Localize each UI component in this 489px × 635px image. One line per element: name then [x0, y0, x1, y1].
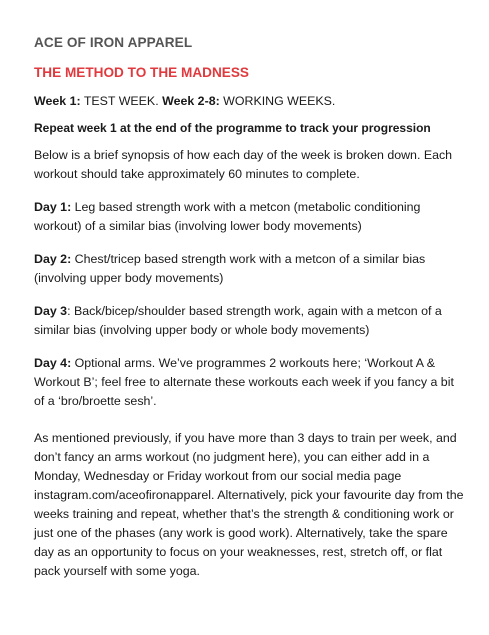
brand-name: ACE OF IRON APPAREL	[34, 35, 193, 50]
day-4-text: Optional arms. We’ve programmes 2 workouts here; ‘Workout A & Workout B’; feel free to alternate these workouts each week if you fancy a bit of a ‘bro/broette sesh’.	[34, 356, 454, 408]
day-2-label: Day 2:	[34, 252, 72, 266]
synopsis-paragraph: Below is a brief synopsis of how each day of the week is broken down. Each workout should take approximately 60 minutes to complete.	[34, 148, 453, 181]
day-3-paragraph	[34, 302, 464, 340]
week1-label: Week 1:	[34, 94, 81, 108]
document-page	[34, 34, 464, 581]
section-title: THE METHOD TO THE MADNESS	[34, 65, 249, 80]
day-4-paragraph	[34, 354, 464, 411]
closing-paragraph: As mentioned previously, if you have more than 3 days to train per week, and don’t fancy an arms workout (no judgment here), you can either add in a Monday, Wednesday or Friday workout from our social media page instagram.com/aceofironapparel. Alternatively, pick your favourite day from the weeks training and repeat, whether that’s the strength & conditioning work or just one of the phases (any work is good work). Alternatively, take the spare day as an opportunity to focus on your weaknesses, rest, stretch off, or flat pack yourself with some yoga.	[34, 431, 464, 578]
weeks-summary	[34, 93, 464, 110]
day-2-text: Chest/tricep based strength work with a metcon of a similar bias (involving upper body movements)	[34, 252, 426, 285]
week2-label: Week 2-8:	[162, 94, 220, 108]
day-4-label: Day 4:	[34, 356, 72, 370]
day-3-text: : Back/bicep/shoulder based strength work, again with a metcon of a similar bias (involving upper body or whole body movements)	[34, 304, 442, 337]
day-2-paragraph	[34, 250, 464, 288]
day-3-label: Day 3	[34, 304, 68, 318]
week2-text: WORKING WEEKS.	[219, 94, 336, 108]
day-1-text: Leg based strength work with a metcon (metabolic conditioning workout) of a similar bias (involving lower body movements)	[34, 200, 421, 233]
day-1-paragraph	[34, 198, 464, 236]
repeat-note: Repeat week 1 at the end of the programme to track your progression	[34, 121, 431, 135]
day-1-label: Day 1:	[34, 200, 72, 214]
week1-text: TEST WEEK.	[80, 94, 163, 108]
